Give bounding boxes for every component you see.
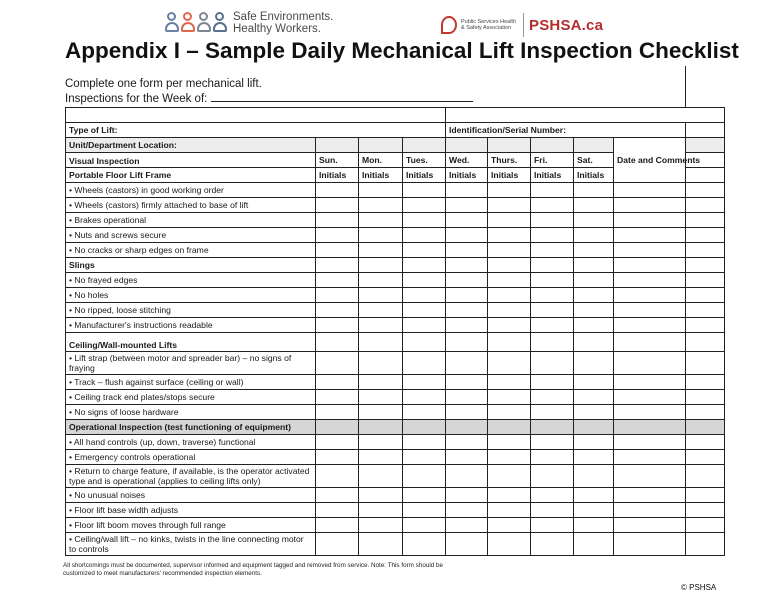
checklist-item-label: • Wheels (castors) in good working order <box>66 183 316 198</box>
operational-section <box>66 435 725 556</box>
initials-cell[interactable] <box>446 533 488 556</box>
visual-inspection-label: Visual Inspection <box>66 153 316 168</box>
initials-cell[interactable] <box>574 352 614 375</box>
initials-cell[interactable] <box>403 435 446 450</box>
extra-cell[interactable] <box>686 503 725 518</box>
comments-cell[interactable] <box>614 450 686 465</box>
section-header-row <box>66 420 725 435</box>
checklist-item-label: • No unusual noises <box>66 488 316 503</box>
blank-cell[interactable] <box>686 123 725 138</box>
checklist-row <box>66 405 725 420</box>
initials-cell[interactable] <box>488 503 531 518</box>
initials-cell[interactable] <box>359 198 403 213</box>
initials-cell[interactable] <box>446 435 488 450</box>
blank-row <box>66 108 725 123</box>
checklist-row <box>66 390 725 405</box>
initials-cell[interactable] <box>574 318 614 333</box>
initials-cell[interactable] <box>531 488 574 503</box>
initials-cell[interactable] <box>316 503 359 518</box>
initials-cell[interactable] <box>316 198 359 213</box>
day-header: Mon. <box>359 153 403 168</box>
extra-cell[interactable] <box>686 375 725 390</box>
slings-section <box>66 273 725 333</box>
brand-name: PSHSA.ca <box>529 16 604 34</box>
checklist-row <box>66 533 725 556</box>
blank-cell[interactable] <box>66 108 446 123</box>
checklist-row <box>66 213 725 228</box>
initials-cell[interactable] <box>316 228 359 243</box>
day-header: Fri. <box>531 153 574 168</box>
initials-cell[interactable] <box>574 450 614 465</box>
initials-cell[interactable] <box>446 243 488 258</box>
pshsa-mark-icon <box>441 16 457 34</box>
initials-cell[interactable] <box>531 303 574 318</box>
initials-cell[interactable] <box>488 228 531 243</box>
initials-cell[interactable] <box>446 273 488 288</box>
initials-cell[interactable] <box>574 405 614 420</box>
initials-cell[interactable] <box>446 352 488 375</box>
checklist-item-label: • Return to charge feature, if available, is the operator activated type and is operational (applies to ceiling lifts only) <box>66 465 316 488</box>
initials-cell[interactable] <box>446 228 488 243</box>
initials-cell[interactable] <box>531 198 574 213</box>
checklist-row <box>66 450 725 465</box>
day-header: Wed. <box>446 153 488 168</box>
initials-cell[interactable] <box>574 375 614 390</box>
extra-cell[interactable] <box>686 213 725 228</box>
initials-cell[interactable] <box>531 243 574 258</box>
type-of-lift-label[interactable]: Type of Lift: <box>66 123 446 138</box>
initials-cell[interactable] <box>316 390 359 405</box>
extra-cell[interactable] <box>686 288 725 303</box>
extra-cell[interactable] <box>686 435 725 450</box>
initials-cell[interactable] <box>574 198 614 213</box>
initials-cell[interactable] <box>316 183 359 198</box>
initials-cell[interactable] <box>403 465 446 488</box>
comments-cell[interactable] <box>614 243 686 258</box>
initials-cell[interactable] <box>316 273 359 288</box>
checklist-item-label: • No holes <box>66 288 316 303</box>
initials-cell[interactable] <box>316 488 359 503</box>
initials-cell[interactable] <box>446 198 488 213</box>
extra-cell[interactable] <box>686 228 725 243</box>
checklist-item-label: • All hand controls (up, down, traverse) functional <box>66 435 316 450</box>
checklist-row <box>66 465 725 488</box>
checklist-row <box>66 288 725 303</box>
checklist-row <box>66 303 725 318</box>
initials-cell[interactable] <box>403 488 446 503</box>
day-header: Thurs. <box>488 153 531 168</box>
checklist-row <box>66 273 725 288</box>
comments-cell[interactable] <box>614 198 686 213</box>
initials-cell[interactable] <box>531 435 574 450</box>
initials-cell[interactable] <box>531 390 574 405</box>
comments-cell[interactable] <box>614 288 686 303</box>
inspection-table <box>65 107 725 556</box>
initials-cell[interactable] <box>359 288 403 303</box>
initials-cell[interactable] <box>531 288 574 303</box>
comments-cell[interactable] <box>614 435 686 450</box>
initials-cell[interactable] <box>446 518 488 533</box>
initials-cell[interactable] <box>316 405 359 420</box>
initials-cell[interactable] <box>403 518 446 533</box>
logo-divider <box>523 13 524 37</box>
comments-cell[interactable] <box>614 228 686 243</box>
footnote <box>63 562 493 578</box>
unit-location-label[interactable]: Unit/Department Location: <box>66 138 316 153</box>
extra-cell[interactable] <box>686 183 725 198</box>
initials-cell[interactable] <box>488 488 531 503</box>
page-header <box>0 0 768 40</box>
initials-cell[interactable] <box>403 503 446 518</box>
initials-cell[interactable] <box>446 488 488 503</box>
initials-cell[interactable] <box>488 375 531 390</box>
initials-cell[interactable] <box>574 228 614 243</box>
initials-cell[interactable] <box>531 533 574 556</box>
initials-header: Initials <box>574 168 614 183</box>
comments-cell[interactable] <box>614 303 686 318</box>
initials-cell[interactable] <box>316 533 359 556</box>
portable-section <box>66 183 725 258</box>
extra-cell[interactable] <box>686 303 725 318</box>
initials-cell[interactable] <box>531 273 574 288</box>
initials-cell[interactable] <box>359 488 403 503</box>
checklist-item-label: • No signs of loose hardware <box>66 405 316 420</box>
checklist-item-label: • Track – flush against surface (ceiling or wall) <box>66 375 316 390</box>
ceiling-section <box>66 352 725 420</box>
extra-cell[interactable] <box>686 533 725 556</box>
initials-cell[interactable] <box>403 450 446 465</box>
initials-cell[interactable] <box>446 318 488 333</box>
initials-cell[interactable] <box>316 318 359 333</box>
org-name-line1: Public Services Health <box>461 18 517 25</box>
footnote-line1: All shortcomings must be documented, supervisor informed and equipment tagged and removed from service. Note: This form should be <box>63 562 443 569</box>
initials-cell[interactable] <box>316 518 359 533</box>
safe-environments-logo <box>165 11 333 35</box>
initials-cell[interactable] <box>446 405 488 420</box>
type-row <box>66 123 725 138</box>
tagline-line1: Safe Environments. <box>233 11 334 23</box>
initials-cell[interactable] <box>403 273 446 288</box>
initials-cell[interactable] <box>531 352 574 375</box>
extra-cell[interactable] <box>686 465 725 488</box>
checklist-item-label: • No frayed edges <box>66 273 316 288</box>
initials-cell[interactable] <box>574 503 614 518</box>
day-header: Sat. <box>574 153 614 168</box>
checklist-row <box>66 243 725 258</box>
initials-cell[interactable] <box>403 288 446 303</box>
extra-cell[interactable] <box>686 318 725 333</box>
comments-cell[interactable] <box>614 375 686 390</box>
initials-cell[interactable] <box>531 318 574 333</box>
checklist-row <box>66 488 725 503</box>
extra-cell[interactable] <box>686 450 725 465</box>
initials-cell[interactable] <box>403 303 446 318</box>
initials-header: Initials <box>359 168 403 183</box>
initials-cell[interactable] <box>403 405 446 420</box>
comments-cell[interactable] <box>614 488 686 503</box>
comments-cell[interactable] <box>614 465 686 488</box>
initials-header: Initials <box>403 168 446 183</box>
initials-cell[interactable] <box>531 518 574 533</box>
initials-cell[interactable] <box>446 390 488 405</box>
extra-cell[interactable] <box>686 405 725 420</box>
comments-cell[interactable] <box>614 518 686 533</box>
initials-cell[interactable] <box>531 213 574 228</box>
checklist-row <box>66 435 725 450</box>
comments-cell[interactable] <box>614 183 686 198</box>
initials-cell[interactable] <box>488 183 531 198</box>
day-header: Tues. <box>403 153 446 168</box>
initials-cell[interactable] <box>359 213 403 228</box>
checklist-item-label: • Floor lift boom moves through full range <box>66 518 316 533</box>
initials-cell[interactable] <box>359 465 403 488</box>
section-heading: Operational Inspection (test functioning of equipment) <box>66 420 316 435</box>
checklist-row <box>66 228 725 243</box>
initials-cell[interactable] <box>488 273 531 288</box>
initials-cell[interactable] <box>488 533 531 556</box>
checklist-item-label: • Wheels (castors) firmly attached to base of lift <box>66 198 316 213</box>
intro-line1: Complete one form per mechanical lift. <box>65 78 262 90</box>
comments-cell[interactable] <box>614 273 686 288</box>
checklist-item-label: • No cracks or sharp edges on frame <box>66 243 316 258</box>
initials-cell[interactable] <box>403 213 446 228</box>
initials-cell[interactable] <box>574 183 614 198</box>
initials-header: Initials <box>531 168 574 183</box>
checklist-row <box>66 518 725 533</box>
comments-cell[interactable] <box>614 503 686 518</box>
initials-cell[interactable] <box>403 533 446 556</box>
initials-header: Initials <box>488 168 531 183</box>
initials-cell[interactable] <box>446 213 488 228</box>
extra-cell[interactable] <box>686 243 725 258</box>
people-icon <box>165 12 227 34</box>
checklist-item-label: • Manufacturer's instructions readable <box>66 318 316 333</box>
initials-cell[interactable] <box>359 390 403 405</box>
copyright: © PSHSA <box>681 583 717 592</box>
checklist-row <box>66 183 725 198</box>
initials-cell[interactable] <box>403 198 446 213</box>
checklist-item-label: • Ceiling track end plates/stops secure <box>66 390 316 405</box>
initials-cell[interactable] <box>403 352 446 375</box>
intro-text <box>65 77 473 106</box>
checklist-row <box>66 318 725 333</box>
initials-cell[interactable] <box>359 503 403 518</box>
checklist-item-label: • Nuts and screws secure <box>66 228 316 243</box>
initials-cell[interactable] <box>488 243 531 258</box>
unit-row <box>66 138 725 153</box>
initials-cell[interactable] <box>574 288 614 303</box>
initials-cell[interactable] <box>316 243 359 258</box>
day-header: Sun. <box>316 153 359 168</box>
initials-cell[interactable] <box>359 273 403 288</box>
initials-cell[interactable] <box>574 465 614 488</box>
initials-cell[interactable] <box>531 465 574 488</box>
initials-cell[interactable] <box>488 390 531 405</box>
initials-cell[interactable] <box>316 213 359 228</box>
initials-cell[interactable] <box>574 435 614 450</box>
comments-cell[interactable] <box>614 352 686 375</box>
extra-cell[interactable] <box>686 488 725 503</box>
initials-cell[interactable] <box>359 450 403 465</box>
initials-cell[interactable] <box>574 303 614 318</box>
initials-cell[interactable] <box>359 352 403 375</box>
section-header-row <box>66 258 725 273</box>
initials-cell[interactable] <box>574 273 614 288</box>
initials-cell[interactable] <box>446 465 488 488</box>
initials-cell[interactable] <box>403 375 446 390</box>
initials-cell[interactable] <box>403 390 446 405</box>
initials-cell[interactable] <box>488 318 531 333</box>
initials-cell[interactable] <box>446 375 488 390</box>
initials-cell[interactable] <box>359 303 403 318</box>
initials-cell[interactable] <box>403 228 446 243</box>
initials-cell[interactable] <box>531 183 574 198</box>
comments-cell[interactable] <box>614 318 686 333</box>
checklist-row <box>66 198 725 213</box>
initials-cell[interactable] <box>403 243 446 258</box>
extra-cell[interactable] <box>686 273 725 288</box>
extra-cell[interactable] <box>686 390 725 405</box>
initials-cell[interactable] <box>359 518 403 533</box>
initials-cell[interactable] <box>531 228 574 243</box>
comments-cell[interactable] <box>614 390 686 405</box>
blank-cell[interactable] <box>446 108 725 123</box>
initials-cell[interactable] <box>316 435 359 450</box>
week-of-field[interactable] <box>211 91 473 102</box>
pshsa-logo <box>441 13 603 37</box>
extra-cell[interactable] <box>686 352 725 375</box>
section-heading: Slings <box>66 258 316 273</box>
serial-number-label[interactable]: Identification/Serial Number: <box>446 123 686 138</box>
frame-line <box>685 66 686 108</box>
initials-cell[interactable] <box>316 375 359 390</box>
initials-header: Initials <box>316 168 359 183</box>
initials-cell[interactable] <box>359 375 403 390</box>
initials-cell[interactable] <box>316 288 359 303</box>
initials-cell[interactable] <box>359 435 403 450</box>
initials-cell[interactable] <box>574 390 614 405</box>
initials-cell[interactable] <box>316 303 359 318</box>
initials-cell[interactable] <box>488 465 531 488</box>
initials-header: Initials <box>446 168 488 183</box>
initials-cell[interactable] <box>359 228 403 243</box>
initials-cell[interactable] <box>446 288 488 303</box>
initials-cell[interactable] <box>446 503 488 518</box>
extra-cell[interactable] <box>686 518 725 533</box>
tagline-line2: Healthy Workers. <box>233 23 321 35</box>
initials-cell[interactable] <box>574 518 614 533</box>
initials-cell[interactable] <box>531 405 574 420</box>
initials-cell[interactable] <box>488 405 531 420</box>
initials-cell[interactable] <box>446 183 488 198</box>
initials-cell[interactable] <box>446 450 488 465</box>
initials-cell[interactable] <box>488 435 531 450</box>
initials-cell[interactable] <box>359 405 403 420</box>
initials-cell[interactable] <box>488 352 531 375</box>
checklist-row <box>66 352 725 375</box>
initials-cell[interactable] <box>488 518 531 533</box>
initials-cell[interactable] <box>359 318 403 333</box>
initials-cell[interactable] <box>574 213 614 228</box>
date-comments-header: Date and Comments <box>614 138 686 183</box>
initials-cell[interactable] <box>446 303 488 318</box>
initials-cell[interactable] <box>574 243 614 258</box>
initials-cell[interactable] <box>403 183 446 198</box>
initials-cell[interactable] <box>574 488 614 503</box>
initials-cell[interactable] <box>316 352 359 375</box>
initials-cell[interactable] <box>359 183 403 198</box>
comments-cell[interactable] <box>614 213 686 228</box>
initials-cell[interactable] <box>488 213 531 228</box>
section-header-row <box>66 333 725 352</box>
initials-cell[interactable] <box>531 375 574 390</box>
checklist-item-label: • Brakes operational <box>66 213 316 228</box>
checklist-item-label: • Ceiling/wall lift – no kinks, twists in the line connecting motor to controls <box>66 533 316 556</box>
initials-cell[interactable] <box>574 533 614 556</box>
checklist-item-label: • Emergency controls operational <box>66 450 316 465</box>
checklist-item-label: • Floor lift base width adjusts <box>66 503 316 518</box>
initials-cell[interactable] <box>531 503 574 518</box>
intro-line2: Inspections for the Week of: <box>65 93 208 105</box>
footnote-line2: customized to meet manufacturers' recommended inspection elements. <box>63 570 262 577</box>
initials-cell[interactable] <box>316 450 359 465</box>
initials-cell[interactable] <box>359 533 403 556</box>
initials-cell[interactable] <box>488 303 531 318</box>
checklist-item-label: • Lift strap (between motor and spreader bar) – no signs of fraying <box>66 352 316 375</box>
initials-cell[interactable] <box>488 450 531 465</box>
org-name-line2: & Safety Association <box>461 25 512 31</box>
section-heading: Portable Floor Lift Frame <box>66 168 316 183</box>
initials-cell[interactable] <box>316 465 359 488</box>
initials-cell[interactable] <box>359 243 403 258</box>
initials-cell[interactable] <box>488 198 531 213</box>
checklist-item-label: • No ripped, loose stitching <box>66 303 316 318</box>
comments-cell[interactable] <box>614 405 686 420</box>
initials-cell[interactable] <box>403 318 446 333</box>
extra-cell[interactable] <box>686 198 725 213</box>
section-heading: Ceiling/Wall-mounted Lifts <box>66 333 316 352</box>
initials-cell[interactable] <box>488 288 531 303</box>
page-title: Appendix I – Sample Daily Mechanical Lift Inspection Checklist <box>65 38 739 63</box>
checklist-row <box>66 375 725 390</box>
checklist-row <box>66 503 725 518</box>
comments-cell[interactable] <box>614 533 686 556</box>
initials-cell[interactable] <box>531 450 574 465</box>
